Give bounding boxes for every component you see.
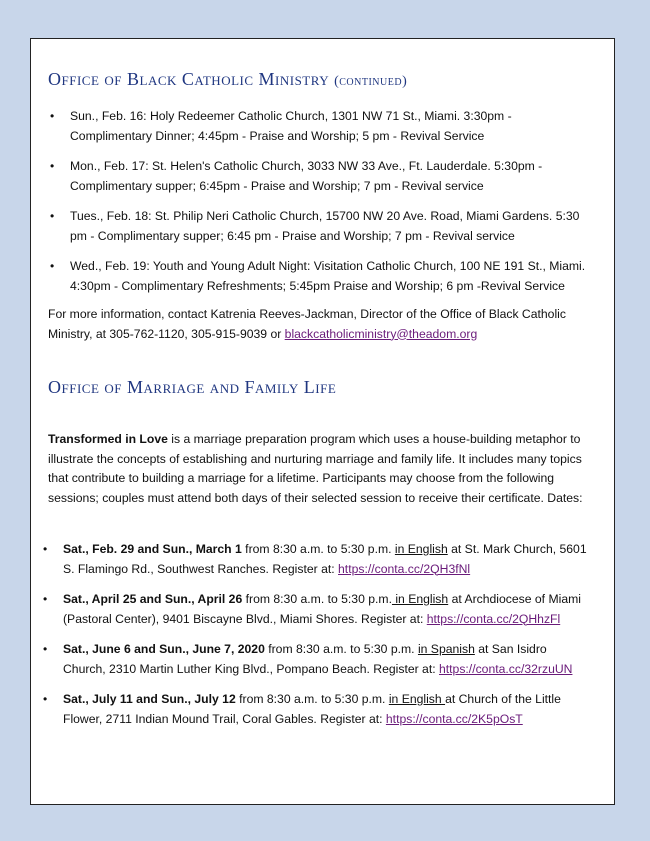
session-item bbox=[31, 640, 591, 679]
session-location: at St. Mark Church, 5601 S. Flamingo Rd., Southwest Ranches. Register at: bbox=[63, 542, 587, 576]
session-location: at San Isidro Church, 2310 Martin Luther King Blvd., Pompano Beach. Register at: bbox=[63, 642, 547, 676]
contact-info bbox=[48, 305, 593, 344]
list-item: • Wed., Feb. 19: Youth and Young Adult Night: Visitation Catholic Church, 100 NE 191 St., Miami. 4:30pm - Complimentary Refreshments; 5:45pm Praise and Worship; 6 pm -Revival Service bbox=[48, 257, 593, 296]
program-description: is a marriage preparation program which uses a house-building metaphor to illustrate the concepts of establishing and nurturing marriage and family life. It includes many topics that contribute to building a marriage for a lifetime. Participants may choose from the following sessions; couples must attend both days of their selected session to receive their certificate. Dates: bbox=[48, 432, 583, 505]
session-location: at Church of the Little Flower, 2711 Indian Mound Trail, Coral Gables. Register at: bbox=[63, 692, 561, 726]
session-language: in English bbox=[388, 692, 446, 706]
content-panel bbox=[30, 38, 615, 805]
list-item: • Sun., Feb. 16: Holy Redeemer Catholic Church, 1301 NW 71 St., Miami. 3:30pm - Complimentary Dinner; 4:45pm - Praise and Worship; 5 pm - Revival Service bbox=[48, 107, 593, 146]
session-dates: Sat., April 25 and Sun., April 26 bbox=[63, 592, 243, 606]
session-item bbox=[31, 690, 591, 729]
page-background bbox=[19, 24, 630, 823]
list-item: • Tues., Feb. 18: St. Philip Neri Catholic Church, 15700 NW 20 Ave. Road, Miami Gardens. 5:30 pm - Complimentary supper; 6:45 pm - Praise and Worship; 7 pm - Revival service bbox=[48, 207, 593, 246]
session-language: in English bbox=[394, 542, 448, 556]
register-link[interactable]: https://conta.cc/32rzuUN bbox=[439, 661, 573, 676]
session-item bbox=[31, 540, 591, 579]
session-language: in English bbox=[391, 592, 449, 606]
program-intro bbox=[48, 430, 598, 508]
session-dates: Sat., Feb. 29 and Sun., March 1 bbox=[63, 542, 242, 556]
revival-events-list bbox=[48, 107, 593, 307]
register-link[interactable]: https://conta.cc/2QH3fNl bbox=[338, 561, 471, 576]
contact-info-text: For more information, contact Katrenia Reeves-Jackman, Director of the Office of Black Catholic Ministry, at 305-762-1120, 305-915-9039 or bbox=[48, 307, 566, 341]
session-time: from 8:30 a.m. to 5:30 p.m. bbox=[241, 542, 395, 556]
sessions-list bbox=[31, 540, 591, 740]
list-item: • Mon., Feb. 17: St. Helen's Catholic Church, 3033 NW 33 Ave., Ft. Lauderdale. 5:30pm - Complimentary supper; 6:45pm - Praise and Worship; 7 pm - Revival service bbox=[48, 157, 593, 196]
section-title-marriage-family-life: Office of Marriage and Family Life bbox=[48, 377, 337, 397]
section-title-black-catholic-ministry bbox=[48, 69, 407, 90]
contact-email-link[interactable]: blackcatholicministry@theadom.org bbox=[284, 326, 478, 341]
session-item bbox=[31, 590, 591, 629]
session-dates: Sat., June 6 and Sun., June 7, 2020 bbox=[63, 642, 265, 656]
section-title-text: Office of Black Catholic Ministry bbox=[48, 69, 330, 89]
program-name: Transformed in Love bbox=[48, 432, 168, 446]
session-time: from 8:30 a.m. to 5:30 p.m. bbox=[235, 692, 389, 706]
session-language: in Spanish bbox=[417, 642, 475, 656]
register-link[interactable]: https://conta.cc/2K5pOsT bbox=[385, 711, 523, 726]
session-time: from 8:30 a.m. to 5:30 p.m. bbox=[264, 642, 418, 656]
session-time: from 8:30 a.m. to 5:30 p.m. bbox=[242, 592, 392, 606]
section-title-suffix: (continued) bbox=[334, 74, 408, 89]
session-dates: Sat., July 11 and Sun., July 12 bbox=[63, 692, 236, 706]
session-location: at Archdiocese of Miami (Pastoral Center), 9401 Biscayne Blvd., Miami Shores. Register at: bbox=[63, 592, 581, 626]
register-link[interactable]: https://conta.cc/2QHhzFl bbox=[426, 611, 561, 626]
